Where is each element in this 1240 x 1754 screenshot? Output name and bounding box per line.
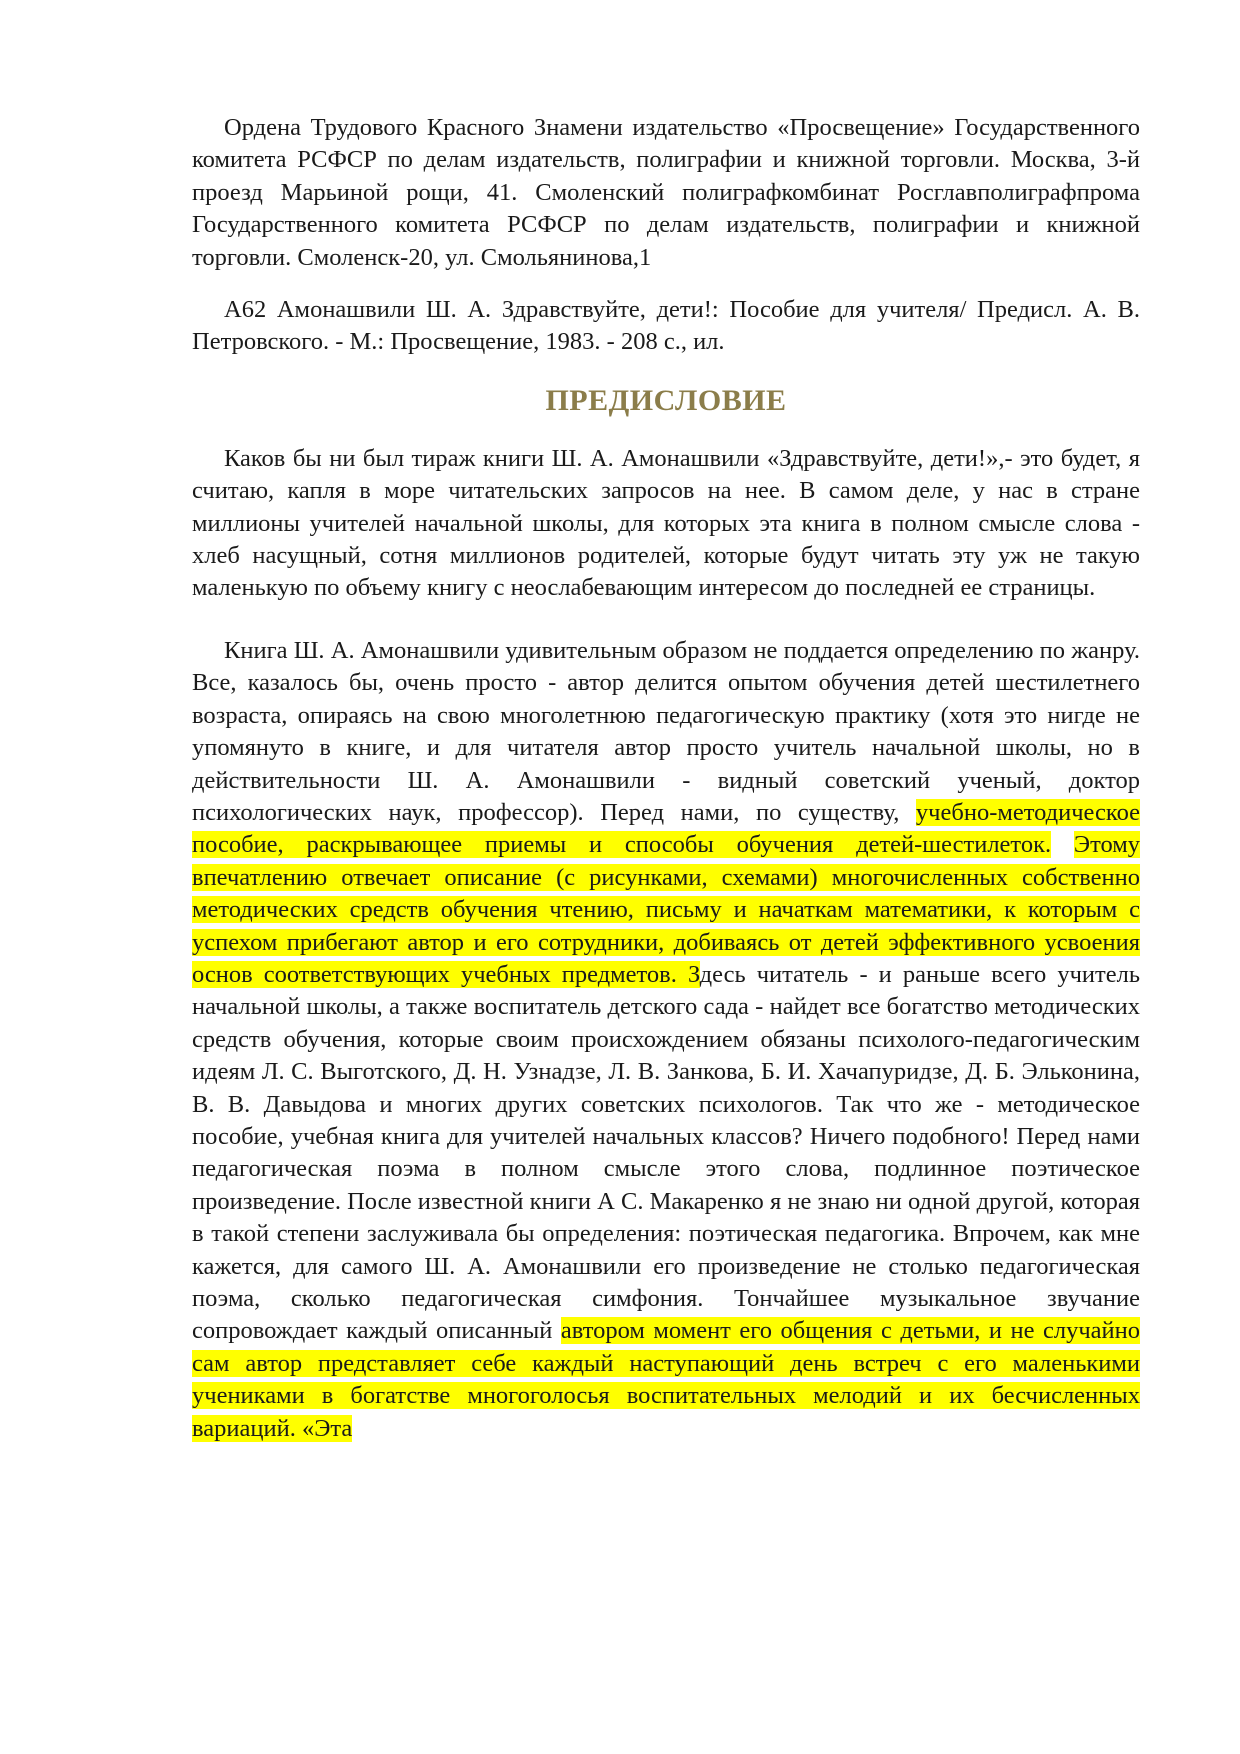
highlighted-text-3: автором момент его общения с детьми, и не случайно сам автор представляет себе каждый наступающий день встреч с его маленькими учениками в богатстве многоголосья воспитательных мелодий и их бесчисленных вариаций. «Эта — [192, 1317, 1140, 1442]
main-text-part1: Книга Ш. А. Амонашвили удивительным образом не поддается определению по жанру. Все, казалось бы, очень просто - автор делится опытом обучения детей шестилетнего возраста, опираясь на свою многолетнюю педагогическую практику (хотя это нигде не упомянуто в книге, и для читателя автор просто учитель начальной школы, но в действительности Ш. А. Амонашвили - видный советский ученый, доктор психологических наук, профессор). Перед нами, по существу, — [192, 636, 1140, 826]
imprint-paragraph: Ордена Трудового Красного Знамени издательство «Просвещение» Государственного комитета РСФСР по делам издательств, полиграфии и книжной торговли. Москва, 3-й проезд Марьиной рощи, 41. Смоленский полиграфкомбинат Росглавполиграфпрома Государственного комитета РСФСР по делам издательств, полиграфии и книжной торговли. Смоленск-20, ул. Смольянинова,1 — [192, 114, 1140, 271]
main-text-part2: десь читатель - и раньше всего учитель начальной школы, а также воспитатель детского сада - найдет все богатство методических средств обучения, которые своим происхождением обязаны психолого-педагогическим идеям Л. С. Выготского, Д. Н. Узнадзе, Л. В. Занкова, Б. И. Хачапуридзе, Д. Б. Эльконина, В. В. Давыдова и многих других советских психологов. Так что же - методическое пособие, учебная книга для учителей начальных классов? Ничего подобного! Перед нами педагогическая поэма в полном смысле этого слова, подлинное поэтическое произведение. После известной книги А С. Макаренко я не знаю ни одной другой, которая в такой степени заслуживала бы определения: поэтическая педагогика. Впрочем, как мне кажется, для самого Ш. А. Амонашвили его произведение не столько педагогическая поэма, сколько педагогическая симфония. Тончайшее музыкальное звучание сопровождает каждый описанный — [192, 960, 1140, 1345]
highlighted-text-2: Этому впечатлению отвечает описание (с рисунками, схемами) многочисленных собственно методических средств обучения чтению, письму и начаткам математики, к которым с успехом прибегают автор и его сотрудники, добиваясь от детей эффективного усвоения основ соответствующих учебных предметов. З — [192, 831, 1141, 988]
main-paragraph — [192, 635, 1140, 1445]
highlighted-text-1: учебно-методическое пособие, раскрывающее приемы и способы обучения детей-шестилеток. — [192, 798, 1140, 859]
main-text-gap — [1051, 831, 1074, 858]
intro-paragraph: Каков бы ни был тираж книги Ш. А. Амонашвили «Здравствуйте, дети!»,- это будет, я считаю, капля в море читательских запросов на нее. В самом деле, у нас в стране миллионы учителей начальной школы, для которых эта книга в полном смысле слова - хлеб насущный, сотня миллионов родителей, которые будут читать эту уж не такую маленькую по объему книгу с неослабевающим интересом до последней ее страницы. — [192, 444, 1140, 602]
bibliographic-entry: А62 Амонашвили Ш. А. Здравствуйте, дети!: Пособие для учителя/ Предисл. А. В. Петровского. - М.: Просвещение, 1983. - 208 с., ил. — [192, 296, 1140, 356]
section-heading: ПРЕДИСЛОВИЕ — [545, 383, 787, 417]
document-page — [192, 112, 1140, 1445]
